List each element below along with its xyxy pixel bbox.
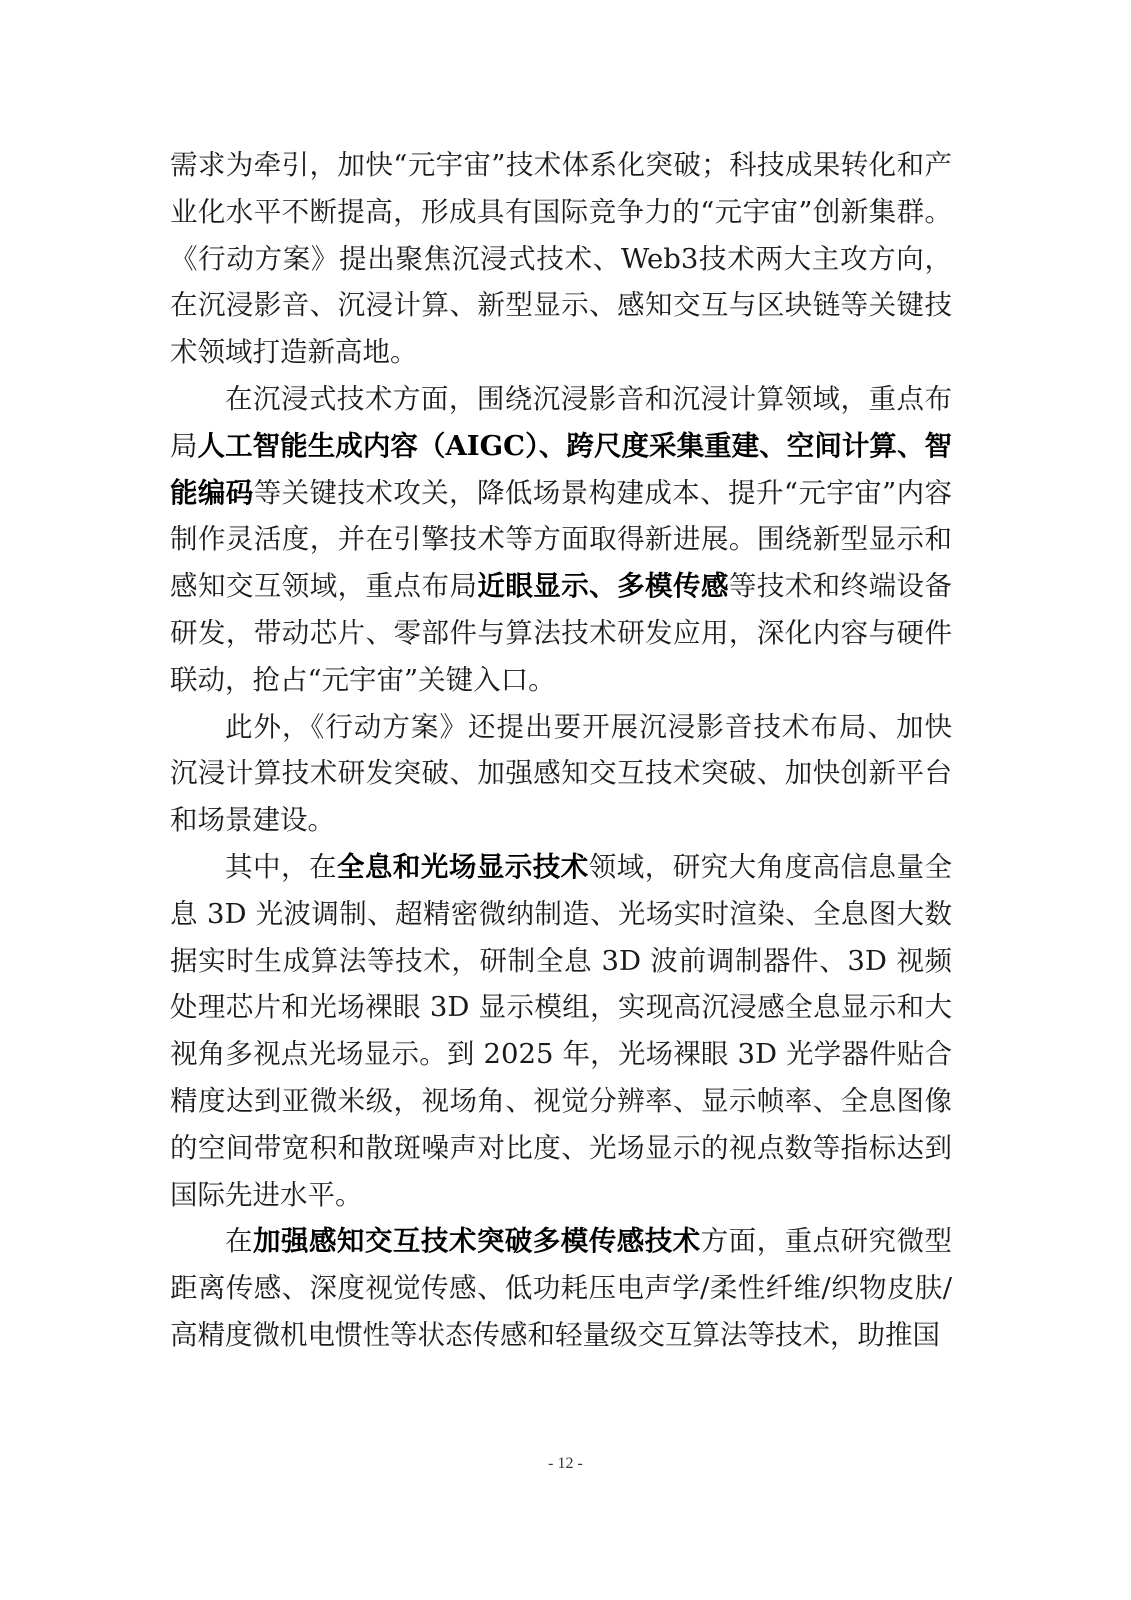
text-run: 方面，重点研究微型距离传感、深度视觉传感、低功耗压电声学/柔性纤维/织物皮肤/高精度微机电惯性等状态传感和轻量级交互算法等技术，助推国: [170, 1225, 953, 1351]
bold-text-run: 全息和光场显示技术: [336, 850, 589, 883]
text-run: 等关键技术攻关，降低场景构建成本、提升“元宇宙”内容制作灵活度，并在引擎技术等方面取得新进展。围绕新型显示和感知交互领域，重点布局: [170, 476, 952, 603]
page-number: - 12 -: [548, 1455, 583, 1472]
body-text: [170, 142, 952, 1359]
bold-text-run: 加强感知交互技术突破多模传感技术: [252, 1225, 701, 1258]
text-run: 等技术和终端设备研发，带动芯片、零部件与算法技术研发应用，深化内容与硬件联动，抢占“元宇宙”关键入口。: [170, 570, 953, 696]
paragraph-4: [170, 844, 952, 1218]
paragraph-2: [170, 376, 952, 704]
bold-text-run: 近眼显示、多模传感: [477, 570, 729, 603]
text-run: 此外，《行动方案》还提出要开展沉浸影音技术布局、加快沉浸计算技术研发突破、加强感知交互技术突破、加快创新平台和场景建设。: [170, 710, 952, 837]
paragraph-1: [170, 142, 952, 376]
text-run: 其中，在: [225, 850, 337, 883]
text-run: 在沉浸式技术方面，围绕沉浸影音和沉浸计算领域，重点布局: [170, 382, 952, 462]
text-run: 领域，研究大角度高信息量全息 3D 光波调制、超精密微纳制造、光场实时渲染、全息图大数据实时生成算法等技术，研制全息 3D 波前调制器件、3D 视频处理芯片和光场裸眼 3D 显示模组，实现高沉浸感全息显示和大视角多视点光场显示。到 2025 年，光场裸眼 3D 光学器件贴合精度达到亚微米级，视场角、视觉分辨率、显示帧率、全息图像的空间带宽积和散斑噪声对比度、光场显示的视点数等指标达到国际先进水平。: [170, 850, 953, 1211]
text-run: 需求为牵引，加快“元宇宙”技术体系化突破；科技成果转化和产业化水平不断提高，形成具有国际竞争力的“元宇宙”创新集群。《行动方案》提出聚焦沉浸式技术、Web3技术两大主攻方向，在沉浸影音、沉浸计算、新型显示、感知交互与区块链等关键技术领域打造新高地。: [170, 149, 952, 369]
text-run: 在: [225, 1225, 253, 1258]
paragraph-5: [170, 1218, 952, 1358]
bold-text-run: 人工智能生成内容（AIGC）、跨尺度采集重建、空间计算、智能编码: [170, 429, 952, 509]
paragraph-3: [170, 704, 952, 844]
